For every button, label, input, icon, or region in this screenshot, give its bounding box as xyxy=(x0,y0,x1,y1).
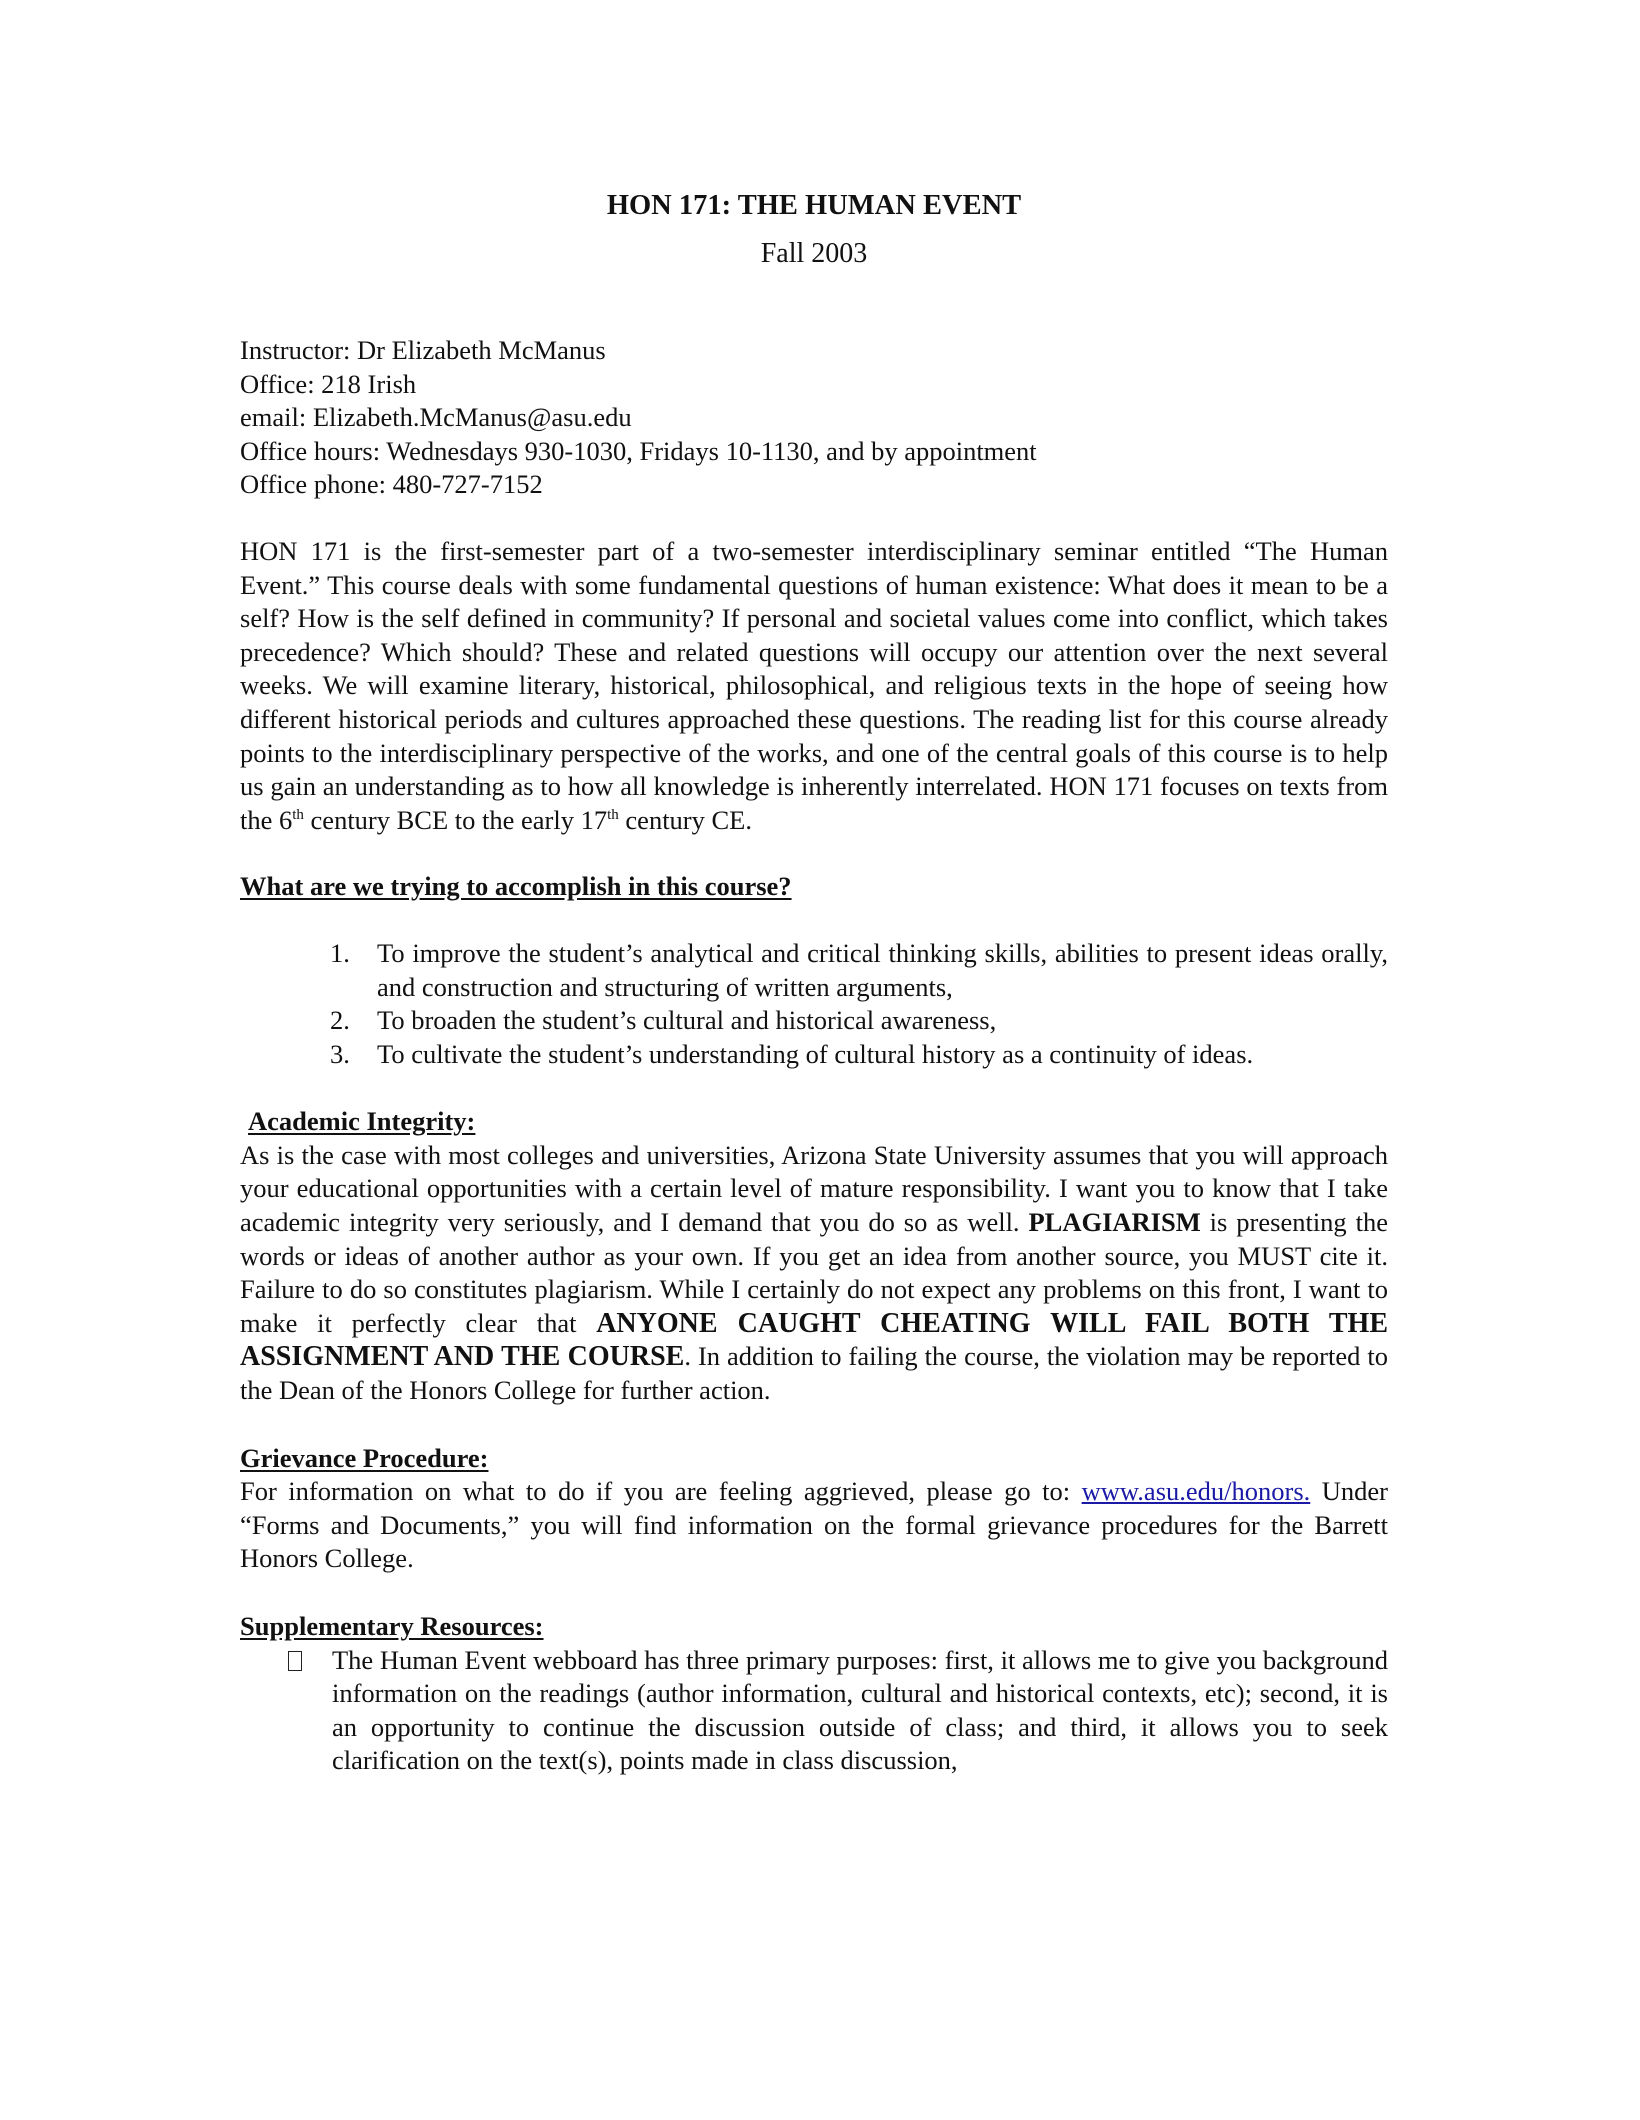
intro-text-main: HON 171 is the first-semester part of a two-semester interdisciplinary seminar entitled “The Human Event.” This course deals with some fundamental questions of human existence: What does it mean to be a self? How is the self defined in community? If personal and societal values come into conflict, which takes precedence? Which should? These and related questions will occupy our attention over the next several weeks. We will examine literary, historical, philosophical, and religious texts in the hope of seeing how different historical periods and cultures approached these questions. The reading list for this course already points to the interdisciplinary perspective of the works, and one of the central goals of this course is to help us gain an understanding as to how all knowledge is inherently interrelated. HON 171 focuses on texts from the 6 xyxy=(240,535,1388,835)
intro-sup-1: th xyxy=(292,806,304,823)
course-title: HON 171: THE HUMAN EVENT xyxy=(606,190,1022,221)
integrity-text-1: As is the case with most colleges and universities, Arizona State University assumes that you will approach your educational opportunities with a certain level of mature responsibility. I want you to know that I take academic integrity very seriously, and I demand that you do so as well. xyxy=(240,1139,1388,1238)
supplementary-bullet xyxy=(288,1644,1388,1778)
integrity-text-2: is presenting the words or ideas of another author as your own. If you get an idea from another source, you MUST cite it. Failure to do so constitutes plagiarism. While I certainly do not expect any problems on this front, I want to make it perfectly clear that xyxy=(240,1207,1388,1338)
intro-sup-2: th xyxy=(607,806,619,823)
supplementary-bullet-text: The Human Event webboard has three primary purposes: first, it allows me to give you background information on the readings (author information, cultural and historical contexts, etc); second, it is an opportunity to continue the discussion outside of class; and third, it allows you to seek clarification on the text(s), points made in class discussion, xyxy=(332,1644,1388,1776)
goals-heading: What are we trying to accomplish in this course? xyxy=(240,871,792,902)
plagiarism-term: PLAGIARISM xyxy=(1028,1207,1201,1238)
grievance-text-1: For information on what to do if you are feeling aggrieved, please go to: xyxy=(240,1476,1082,1507)
goal-text: To improve the student’s analytical and critical thinking skills, abilities to present ideas orally, and construction and structuring of written arguments, xyxy=(377,937,1388,1002)
email-line: email: Elizabeth.McManus@asu.edu xyxy=(240,402,632,433)
goals-list xyxy=(330,937,1388,1071)
course-term: Fall 2003 xyxy=(760,238,868,269)
goal-text: To broaden the student’s cultural and historical awareness, xyxy=(377,1005,997,1036)
goal-number: 3. xyxy=(330,1038,350,1069)
cheating-warning: ANYONE CAUGHT CHEATING WILL FAIL BOTH THE ASSIGNMENT AND THE COURSE xyxy=(240,1307,1389,1373)
goal-item xyxy=(330,1038,1388,1072)
office-hours-line: Office hours: Wednesdays 930-1030, Fridays 10-1130, and by appointment xyxy=(240,435,1037,466)
integrity-paragraph xyxy=(240,1139,1388,1408)
goal-item xyxy=(330,1004,1388,1038)
intro-text-end: century CE. xyxy=(618,804,752,835)
grievance-text-2: Under “Forms and Documents,” you will find information on the formal grievance procedures for the Barrett Honors College. xyxy=(240,1476,1388,1574)
goal-item xyxy=(330,937,1388,1004)
goal-number: 2. xyxy=(330,1005,350,1036)
intro-text-mid: century BCE to the early 17 xyxy=(303,804,608,835)
checkbox-icon xyxy=(288,1644,332,1778)
goal-text: To cultivate the student’s understanding of cultural history as a continuity of ideas. xyxy=(377,1038,1254,1069)
intro-paragraph xyxy=(240,535,1388,837)
integrity-text-3: . In addition to failing the course, the violation may be reported to the Dean of the Honors College for further action. xyxy=(240,1341,1388,1406)
document-body xyxy=(240,188,1388,1778)
goal-number: 1. xyxy=(330,937,350,968)
honors-link[interactable]: www.asu.edu/honors. xyxy=(1081,1476,1311,1507)
instructor-line: Instructor: Dr Elizabeth McManus xyxy=(240,335,606,365)
grievance-paragraph xyxy=(240,1475,1388,1576)
integrity-heading: Academic Integrity: xyxy=(248,1106,476,1137)
supplementary-heading: Supplementary Resources: xyxy=(240,1611,544,1641)
office-phone-line: Office phone: 480-727-7152 xyxy=(240,469,543,500)
office-line: Office: 218 Irish xyxy=(240,368,417,399)
instructor-info xyxy=(240,334,1388,502)
grievance-heading: Grievance Procedure: xyxy=(240,1442,489,1473)
